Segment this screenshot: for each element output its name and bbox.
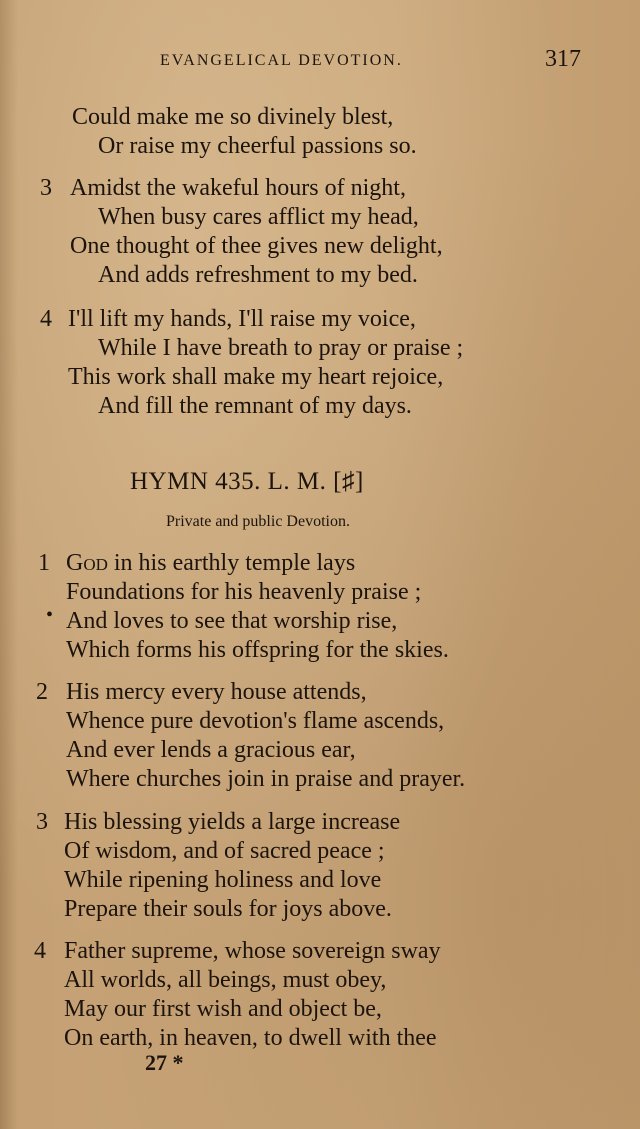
verse-line-rest: in his earthly temple lays (107, 550, 356, 576)
verse-line: And adds refreshment to my bed. (98, 262, 418, 288)
verse-line (66, 550, 355, 577)
verse-line: His blessing yields a large increase (64, 809, 401, 835)
verse-line: And loves to see that worship rise, (66, 608, 398, 634)
verse-line: This work shall make my heart rejoice, (68, 364, 444, 390)
bullet-mark: • (46, 604, 54, 626)
hymn-title: HYMN 435. L. M. [♯] (130, 468, 364, 495)
verse-line: And ever lends a gracious ear, (66, 737, 356, 763)
verse-line: While I have breath to pray or praise ; (98, 335, 464, 361)
running-head: EVANGELICAL DEVOTION. (160, 52, 403, 69)
verse-line: While ripening holiness and love (64, 867, 382, 893)
verse-line: Where churches join in praise and prayer. (66, 766, 466, 792)
verse-line: Of wisdom, and of sacred peace ; (64, 838, 385, 864)
verse-line: His mercy every house attends, (66, 679, 367, 705)
verse-line: And fill the remnant of my days. (98, 393, 412, 419)
verse-line: On earth, in heaven, to dwell with thee (64, 1025, 437, 1051)
hymn-subtitle: Private and public Devotion. (166, 513, 350, 530)
verse-line: Foundations for his heavenly praise ; (66, 579, 422, 605)
verse-number: 3 (40, 175, 52, 201)
verse-line: I'll lift my hands, I'll raise my voice, (68, 306, 416, 332)
verse-line: May our first wish and object be, (64, 996, 382, 1022)
signature-mark: 27 * (145, 1050, 184, 1075)
verse-line: One thought of thee gives new delight, (70, 233, 443, 259)
verse-number: 1 (38, 550, 50, 576)
verse-line: When busy cares afflict my head, (98, 204, 419, 230)
verse-line: Which forms his offspring for the skies. (66, 637, 449, 663)
verse-line: Prepare their souls for joys above. (64, 896, 392, 922)
verse-line: Amidst the wakeful hours of night, (70, 175, 406, 201)
verse-line: Whence pure devotion's flame ascends, (66, 708, 445, 734)
verse-line: Or raise my cheerful passions so. (98, 133, 417, 159)
verse-number: 4 (34, 938, 46, 964)
first-word-smallcaps: God (66, 550, 108, 576)
verse-number: 2 (36, 679, 48, 705)
page-number: 317 (545, 46, 581, 72)
verse-line: Father supreme, whose sovereign sway (64, 938, 441, 964)
verse-line: All worlds, all beings, must obey, (64, 967, 387, 993)
verse-number: 3 (36, 809, 48, 835)
verse-number: 4 (40, 306, 52, 332)
verse-line: Could make me so divinely blest, (72, 104, 394, 130)
